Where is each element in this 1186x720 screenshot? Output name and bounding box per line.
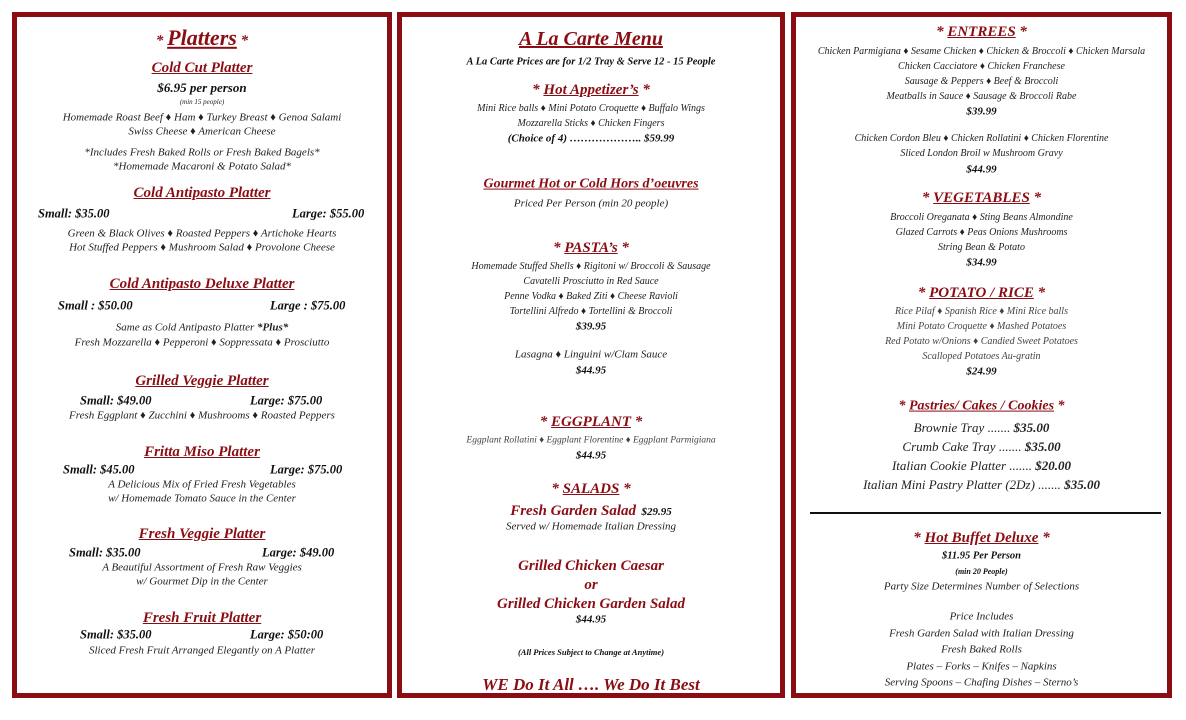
cold-cut-price: $6.95 per person — [157, 80, 247, 96]
platters-panel — [12, 12, 392, 698]
antipasto-deluxe-heading: Cold Antipasto Deluxe Platter — [109, 276, 295, 292]
pasta-heading: * PASTA’s * — [553, 240, 629, 256]
large-price: Large: $49.00 — [262, 545, 335, 560]
small-price: Small: $35.00 — [69, 545, 141, 560]
chicken-salad-price: $44.95 — [575, 613, 607, 626]
cold-cut-min: (min 15 people) — [179, 97, 225, 106]
vegetables-heading: * VEGETABLES * — [921, 190, 1042, 206]
chicken-caesar: Grilled Chicken Caesar — [518, 558, 664, 574]
potato-rice-price: $24.99 — [966, 365, 997, 378]
item-line: Mozzarella Sticks ♦ Chicken Fingers — [517, 118, 665, 129]
cold-cut-note: *Includes Fresh Baked Rolls or Fresh Baked Bagels* — [84, 146, 320, 159]
small-price: Small: $35.00 — [38, 206, 110, 221]
large-price: Large: $50:00 — [250, 627, 324, 642]
entrees-price-2: $44.99 — [966, 163, 997, 176]
chicken-garden-salad: Grilled Chicken Garden Salad — [497, 596, 685, 612]
pastry-item: Crumb Cake Tray ....... $35.00 — [902, 439, 1061, 455]
item-line: A Beautiful Assortment of Fresh Raw Veggies — [102, 561, 302, 574]
item-line: Same as Cold Antipasto Platter *Plus* — [115, 321, 289, 334]
includes-item: Serving Spoons – Chafing Dishes – Sterno’s — [884, 676, 1079, 689]
item-line: Mini Rice balls ♦ Mini Potato Croquette ♦ Buffalo Wings — [477, 103, 705, 114]
large-price: Large: $75.00 — [250, 393, 323, 408]
section-divider — [810, 512, 1161, 514]
cold-cut-note: *Homemade Macaroni & Potato Salad* — [112, 160, 291, 173]
or-text: or — [584, 577, 598, 593]
cold-antipasto-heading: Cold Antipasto Platter — [133, 185, 271, 201]
small-price: Small: $49.00 — [80, 393, 152, 408]
entrees-price: $39.99 — [966, 105, 997, 118]
item-line: Penne Vodka ♦ Baked Ziti ♦ Cheese Ravioli — [504, 291, 678, 302]
item-line: Fresh Mozzarella ♦ Pepperoni ♦ Soppressata ♦ Prosciutto — [74, 336, 330, 349]
large-price: Large: $75.00 — [270, 462, 343, 477]
disclaimer: (All Prices Subject to Change at Anytime) — [517, 646, 665, 657]
eggplant-heading: * EGGPLANT * — [539, 414, 643, 430]
price-includes-title: Price Includes — [949, 610, 1014, 623]
item-line: Cavatelli Prosciutto in Red Sauce — [523, 276, 659, 287]
fresh-fruit-heading: Fresh Fruit Platter — [142, 610, 262, 626]
item-line: Glazed Carrots ♦ Peas Onions Mushrooms — [895, 227, 1068, 238]
pastry-item: Italian Cookie Platter ....... $20.00 — [891, 458, 1072, 474]
includes-item: Plates – Forks – Knifes – Napkins — [906, 660, 1057, 673]
item-line: Lasagna ♦ Linguini w/Clam Sauce — [514, 348, 668, 361]
potato-rice-heading: * POTATO / RICE * — [917, 285, 1046, 301]
pasta-price: $39.95 — [575, 320, 607, 333]
item-line: Sausage & Peppers ♦ Beef & Broccoli — [904, 76, 1059, 87]
item-line: w/ Gourmet Dip in the Center — [136, 575, 268, 588]
item-line: Rice Pilaf ♦ Spanish Rice ♦ Mini Rice balls — [895, 306, 1068, 317]
a-la-carte-title: A La Carte Menu — [519, 28, 663, 50]
item-line: Homemade Stuffed Shells ♦ Rigitoni w/ Broccoli & Sausage — [471, 261, 711, 272]
large-price: Large : $75.00 — [270, 298, 346, 313]
cold-cut-items: Swiss Cheese ♦ American Cheese — [128, 125, 276, 138]
large-price: Large: $55.00 — [292, 206, 365, 221]
cold-cut-heading: Cold Cut Platter — [151, 60, 253, 76]
eggplant-price: $44.95 — [575, 449, 607, 462]
item-line: Mini Potato Croquette ♦ Mashed Potatoes — [896, 321, 1067, 332]
item-line: Broccoli Oreganata ♦ Sting Beans Almondine — [890, 212, 1073, 223]
item-line: Green & Black Olives ♦ Roasted Peppers ♦ Artichoke Hearts — [67, 227, 337, 240]
small-price: Small: $35.00 — [80, 627, 152, 642]
item-line: Red Potato w/Onions ♦ Candied Sweet Potatoes — [885, 336, 1078, 347]
fritta-miso-heading: Fritta Miso Platter — [144, 444, 260, 460]
item-line: Fresh Eggplant ♦ Zucchini ♦ Mushrooms ♦ Roasted Peppers — [69, 409, 335, 422]
item-line: Hot Stuffed Peppers ♦ Mushroom Salad ♦ Provolone Cheese — [69, 241, 335, 254]
item-line: Sliced London Broil w Mushroom Gravy — [900, 148, 1063, 159]
small-price: Small : $50.00 — [58, 298, 133, 313]
hors-doeuvres-note: Priced Per Person (min 20 people) — [513, 197, 669, 210]
item-line: Tortellini Alfredo ♦ Tortellini & Broccoli — [509, 306, 673, 317]
includes-item: Fresh Garden Salad with Italian Dressing — [889, 627, 1074, 640]
item-line: A Delicious Mix of Fried Fresh Vegetables — [108, 478, 296, 491]
item-line: Sliced Fresh Fruit Arranged Elegantly on A Platter — [89, 644, 315, 657]
a-la-carte-panel — [397, 12, 785, 698]
item-line: Meatballs in Sauce ♦ Sausage & Broccoli Rabe — [886, 91, 1077, 102]
cold-cut-items: Homemade Roast Beef ♦ Ham ♦ Turkey Breast ♦ Genoa Salami — [62, 111, 342, 124]
entrees-panel — [791, 12, 1172, 698]
fresh-veggie-heading: Fresh Veggie Platter — [138, 526, 266, 542]
a-la-carte-subtitle: A La Carte Prices are for 1/2 Tray & Serve 12 - 15 People — [466, 56, 716, 68]
garden-note: Served w/ Homemade Italian Dressing — [505, 520, 677, 533]
item-line: Chicken Cordon Bleu ♦ Chicken Rollatini ♦ Chicken Florentine — [854, 133, 1109, 144]
pastries-heading: * Pastries/ Cakes / Cookies * — [898, 398, 1065, 414]
pasta-price-2: $44.95 — [575, 364, 607, 377]
appetizer-price: (Choice of 4) ……………….. $59.99 — [507, 132, 675, 145]
item-line: Chicken Parmigiana ♦ Sesame Chicken ♦ Chicken & Broccoli ♦ Chicken Marsala — [817, 46, 1146, 57]
item-line: String Bean & Potato — [938, 242, 1025, 253]
slogan: WE Do It All …. We Do It Best — [482, 674, 700, 694]
entrees-heading: * ENTREES * — [936, 24, 1027, 40]
hot-buffet-price: $11.95 Per Person — [941, 550, 1022, 562]
platters-title: * Platters * — [155, 24, 249, 50]
hors-doeuvres-heading: Gourmet Hot or Cold Hors d’oeuvres — [483, 176, 699, 192]
small-price: Small: $45.00 — [63, 462, 135, 477]
pastry-item: Italian Mini Pastry Platter (2Dz) ....... $35.00 — [863, 477, 1100, 493]
hot-appetizers-heading: * Hot Appetizer’s * — [532, 82, 650, 98]
vegetables-price: $34.99 — [966, 256, 997, 269]
grilled-veggie-heading: Grilled Veggie Platter — [135, 373, 269, 389]
item-line: Chicken Cacciatore ♦ Chicken Franchese — [898, 61, 1065, 72]
item-line: Eggplant Rollatini ♦ Eggplant Florentine ♦ Eggplant Parmigiana — [466, 435, 716, 446]
includes-item: Fresh Baked Rolls — [941, 643, 1022, 656]
hot-buffet-heading: * Hot Buffet Deluxe * — [913, 530, 1050, 546]
fresh-garden-salad: Fresh Garden Salad $29.95 — [510, 503, 672, 519]
item-line: w/ Homemade Tomato Sauce in the Center — [108, 492, 296, 505]
salads-heading: * SALADS * — [551, 481, 631, 497]
pastry-item: Brownie Tray ....... $35.00 — [913, 420, 1050, 436]
item-line: Scalloped Potatoes Au-gratin — [922, 351, 1041, 362]
hot-buffet-note: Party Size Determines Number of Selections — [883, 580, 1080, 593]
hot-buffet-min: (min 20 People) — [955, 567, 1008, 577]
